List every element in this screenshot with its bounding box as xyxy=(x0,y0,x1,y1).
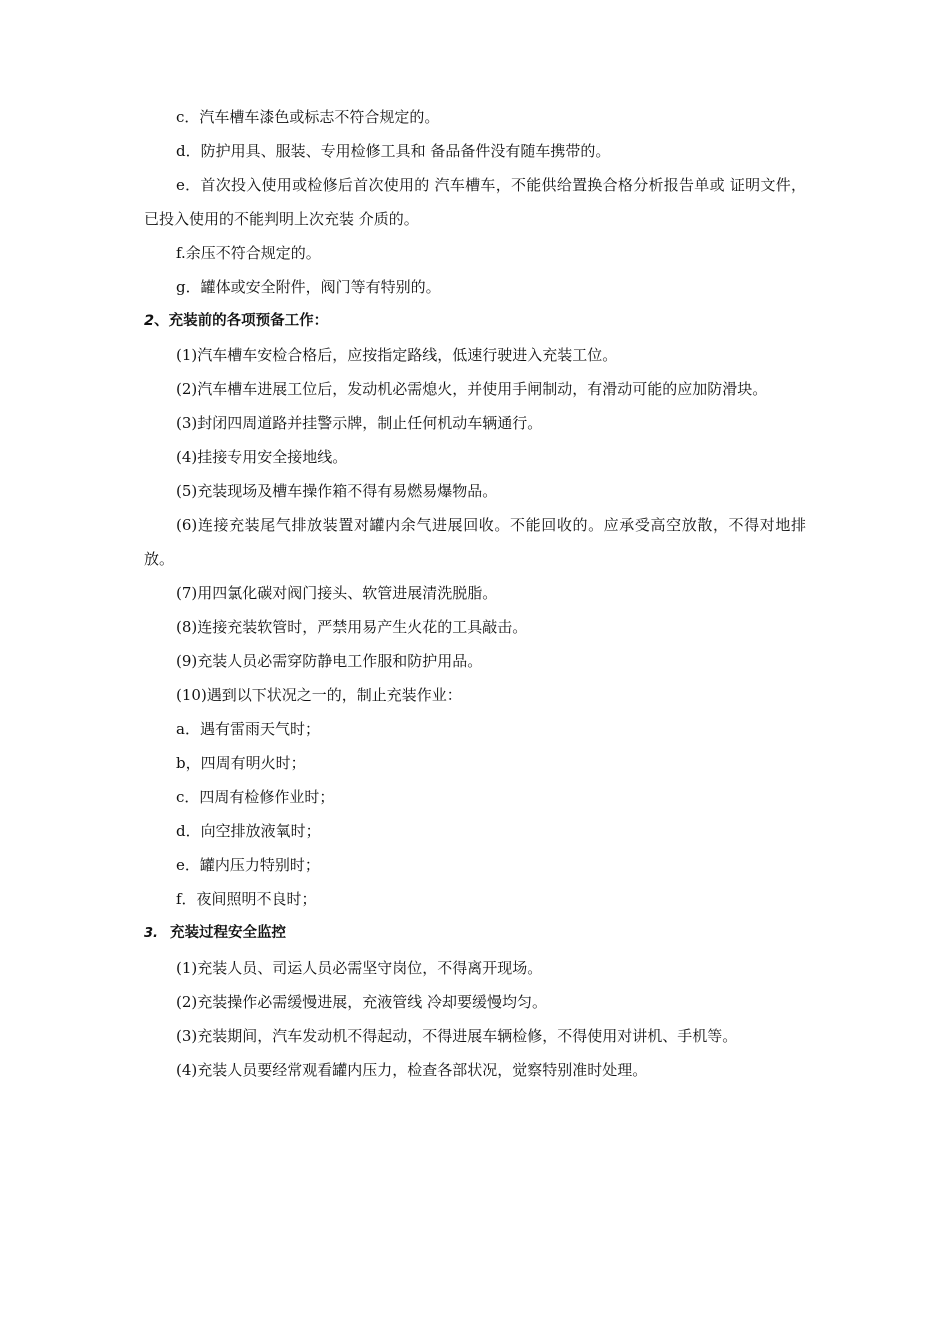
condition-b: b，四周有明火时； xyxy=(176,754,306,772)
section-3-item-1: (1)充装人员、司运人员必需坚守岗位，不得离开现场。 xyxy=(176,959,543,977)
section-2-item-7: (7)用四氯化碳对阀门接头、软管进展清洗脱脂。 xyxy=(176,584,498,602)
section-2-title: 、充装前的各项预备工作： xyxy=(154,313,329,329)
section-2-number: 2 xyxy=(144,313,155,329)
item-g: g．罐体或安全附件，阀门等有特别的。 xyxy=(176,278,441,296)
condition-f: f．夜间照明不良时； xyxy=(176,890,317,908)
condition-a: a．遇有雷雨天气时； xyxy=(176,720,320,738)
section-2-item-1: (1)汽车槽车安检合格后，应按指定路线，低速行驶进入充装工位。 xyxy=(176,346,618,364)
item-e: e．首次投入使用或检修后首次使用的 汽车槽车，不能供给置换合格分析报告单或 证明文件，已投入使用的不能判明上次充装 介质的。 xyxy=(144,176,806,228)
condition-c: c．四周有检修作业时； xyxy=(176,788,335,806)
document-body xyxy=(144,100,806,1087)
section-2-heading xyxy=(144,304,806,338)
section-2-item-4: (4)挂接专用安全接地线。 xyxy=(176,448,348,466)
item-f: f.余压不符合规定的。 xyxy=(176,244,321,262)
condition-d: d．向空排放液氧时； xyxy=(176,822,321,840)
item-c: c．汽车槽车漆色或标志不符合规定的。 xyxy=(176,108,440,126)
section-2-item-5: (5)充装现场及槽车操作箱不得有易燃易爆物品。 xyxy=(176,482,498,500)
section-2-item-2: (2)汽车槽车进展工位后，发动机必需熄火，并使用手闸制动，有滑动可能的应加防滑块。 xyxy=(176,380,768,398)
section-2-item-10: (10)遇到以下状况之一的，制止充装作业： xyxy=(176,686,462,704)
section-3-heading xyxy=(144,916,806,951)
section-2-item-6: (6)连接充装尾气排放装置对罐内余气进展回收。不能回收的。应承受高空放散，不得对地排放。 xyxy=(144,516,806,568)
section-2-item-9: (9)充装人员必需穿防静电工作服和防护用品。 xyxy=(176,652,483,670)
section-2-item-8: (8)连接充装软管时，严禁用易产生火花的工具敲击。 xyxy=(176,618,528,636)
condition-e: e．罐内压力特别时； xyxy=(176,856,320,874)
section-3-title: 充装过程安全监控 xyxy=(170,925,286,941)
item-d: d．防护用具、服装、专用检修工具和 备品备件没有随车携带的。 xyxy=(176,142,611,160)
section-2-item-3: (3)封闭四周道路并挂警示牌，制止任何机动车辆通行。 xyxy=(176,414,543,432)
section-3-item-3: (3)充装期间，汽车发动机不得起动，不得进展车辆检修，不得使用对讲机、手机等。 xyxy=(176,1027,738,1045)
section-3-number: 3. xyxy=(144,926,158,941)
section-3-item-2: (2)充装操作必需缓慢进展，充液管线 冷却要缓慢均匀。 xyxy=(176,993,548,1011)
section-3-item-4: (4)充装人员要经常观看罐内压力，检查各部状况，觉察特别准时处理。 xyxy=(176,1061,648,1079)
